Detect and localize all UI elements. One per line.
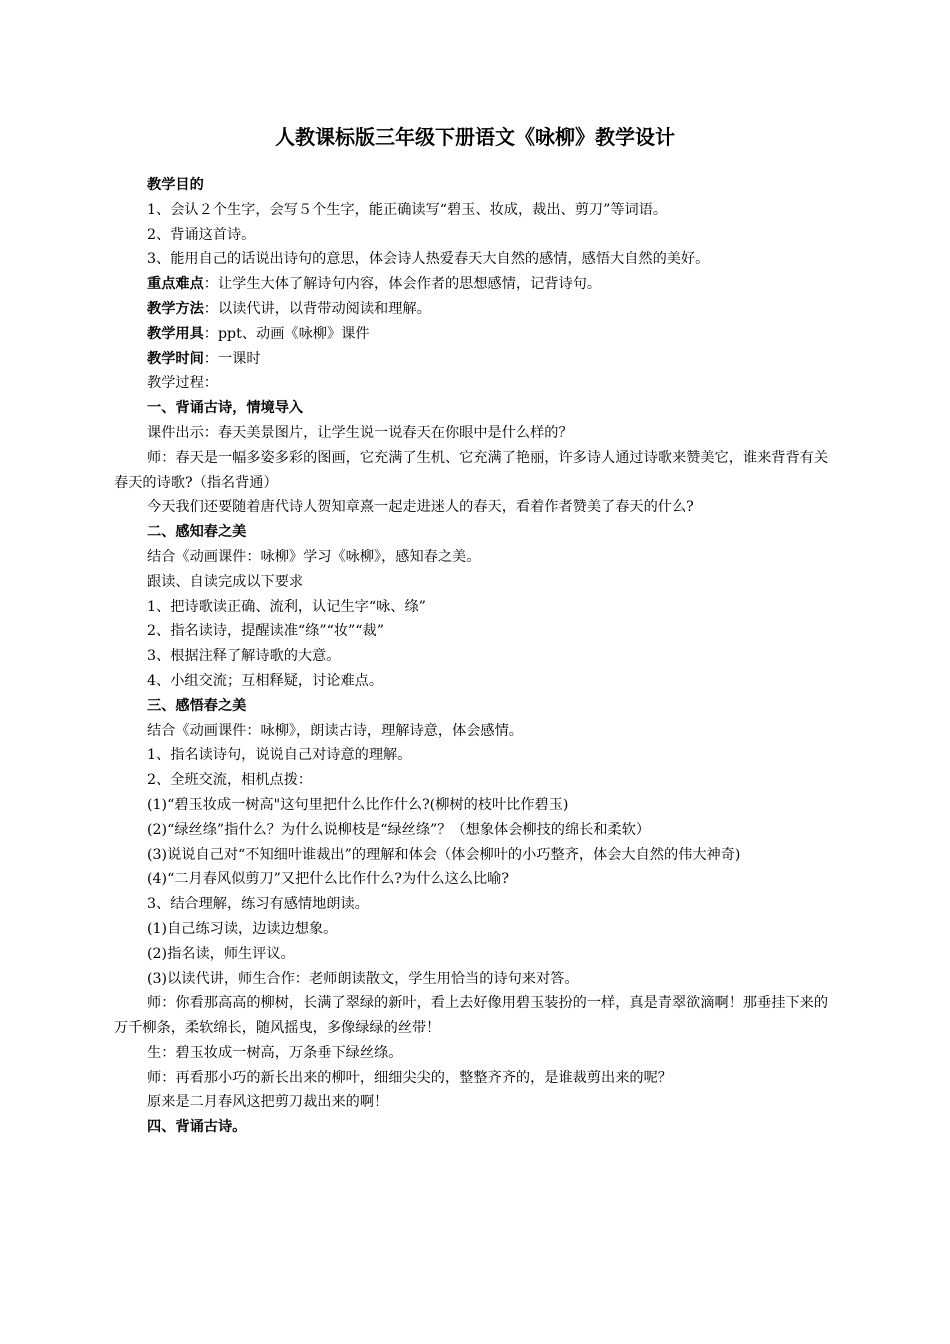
section-3-line: 师：再看那小巧的新长出来的柳叶，细细尖尖的，整整齐齐的，是谁裁剪出来的呢？ <box>147 1069 672 1086</box>
section-4-heading: 四、背诵古诗。 <box>147 1119 247 1136</box>
objectives-heading: 教学目的 <box>147 177 204 193</box>
teaching-tools-label: 教学用具 <box>147 325 204 342</box>
teaching-method-text: ：以读代讲，以背带动阅读和理解。 <box>203 300 431 317</box>
section-1-heading: 一、背诵古诗，情境导入 <box>147 400 304 417</box>
section-1-line: 今天我们还要随着唐代诗人贺知章熹一起走进迷人的春天，看着作者赞美了春天的什么? <box>147 499 694 516</box>
key-points-label: 重点难点 <box>147 276 204 293</box>
document-title: 人教课标版三年级下册语文《咏柳》教学设计 <box>275 125 675 149</box>
document-body <box>114 173 840 1140</box>
section-2-line: 3、根据注释了解诗歌的大意。 <box>147 648 341 665</box>
section-2-line: 1、把诗歌读正确、流利，认记生字“咏、绦” <box>147 598 426 615</box>
teaching-time-text: ：一课时 <box>203 350 261 367</box>
section-3-line: 生：碧玉妆成一树高，万条垂下绿丝绦。 <box>147 1044 403 1061</box>
section-2-line: 跟读、自读完成以下要求 <box>147 573 304 590</box>
section-3-line: 2、全班交流，相机点拨： <box>147 772 313 789</box>
process-label: 教学过程： <box>147 375 218 392</box>
section-3-line: (2)指名读，师生评议。 <box>147 945 295 962</box>
section-3-line: (3)以读代讲，师生合作：老师朗读散文，学生用恰当的诗句来对答。 <box>147 970 579 987</box>
section-3-line: (1)“碧玉妆成一树高"这句里把什么比作什么?(柳树的枝叶比作碧玉) <box>147 796 569 813</box>
key-points-text: ：让学生大体了解诗句内容，体会作者的思想感情，记背诗句。 <box>203 276 602 293</box>
section-3-line: (2)“绿丝绦”指什么？为什么说柳枝是“绿丝绦”？（想象体会柳技的绵长和柔软） <box>147 821 651 838</box>
section-2-heading: 二、感知春之美 <box>147 524 247 541</box>
teaching-tools-text: ：ppt、动画《咏柳》课件 <box>203 325 370 342</box>
teaching-time <box>114 347 840 372</box>
section-3-line: 结合《动画课件：咏柳》，朗读古诗，理解诗意，体会感情。 <box>147 722 523 739</box>
section-3-line: 原来是二月春风这把剪刀裁出来的啊！ <box>147 1094 389 1111</box>
objective-item-3: 3、能用自己的话说出诗句的意思，体会诗人热爱春天大自然的感情，感悟大自然的美好。 <box>147 251 710 268</box>
objective-item-1: 1、会认２个生字，会写５个生字，能正确读写“碧玉、妆成，裁出、剪刀”等词语。 <box>147 201 668 218</box>
section-1-line: 课件出示：春天美景图片，让学生说一说春天在你眼中是什么样的？ <box>147 424 573 441</box>
section-3-line: 1、指名读诗句，说说自己对诗意的理解。 <box>147 747 412 764</box>
teaching-time-label: 教学时间 <box>147 350 204 367</box>
section-3-line: (4)“二月春风似剪刀”又把什么比作什么?为什么这么比喻? <box>147 871 509 888</box>
section-3-line: 3、结合理解，练习有感情地朗读。 <box>147 896 369 913</box>
section-3-line: 师：你看那高高的柳树，长满了翠绿的新叶，看上去好像用碧玉装扮的一样，真是青翠欲滴啊！那垂挂下来的万千柳条，柔软绵长，随风摇曳，多像绿绿的丝带！ <box>114 995 829 1037</box>
section-1-line: 师：春天是一幅多姿多彩的图画，它充满了生机、它充满了艳丽，许多诗人通过诗歌来赞美它，谁来背背有关春天的诗歌?（指名背通） <box>114 449 829 491</box>
objective-item-2: 2、背诵这首诗。 <box>147 226 256 243</box>
section-3-line: (3)说说自己对“不知细叶谁裁出”的理解和体会（体会柳叶的小巧整齐，体会大自然的伟大神奇) <box>147 846 741 863</box>
teaching-method <box>114 297 840 322</box>
section-2-line: 结合《动画课件：咏柳》学习《咏柳》，感知春之美。 <box>147 548 481 565</box>
teaching-tools <box>114 322 840 347</box>
section-3-heading: 三、感悟春之美 <box>147 697 247 714</box>
key-points <box>114 272 840 297</box>
section-3-line: (1)自己练习读，边读边想象。 <box>147 920 338 937</box>
section-2-line: 2、指名读诗，提醒读准“绦”“妆”“裁” <box>147 623 384 640</box>
teaching-method-label: 教学方法 <box>147 300 204 317</box>
section-2-line: 4、小组交流；互相释疑，讨论难点。 <box>147 672 384 689</box>
